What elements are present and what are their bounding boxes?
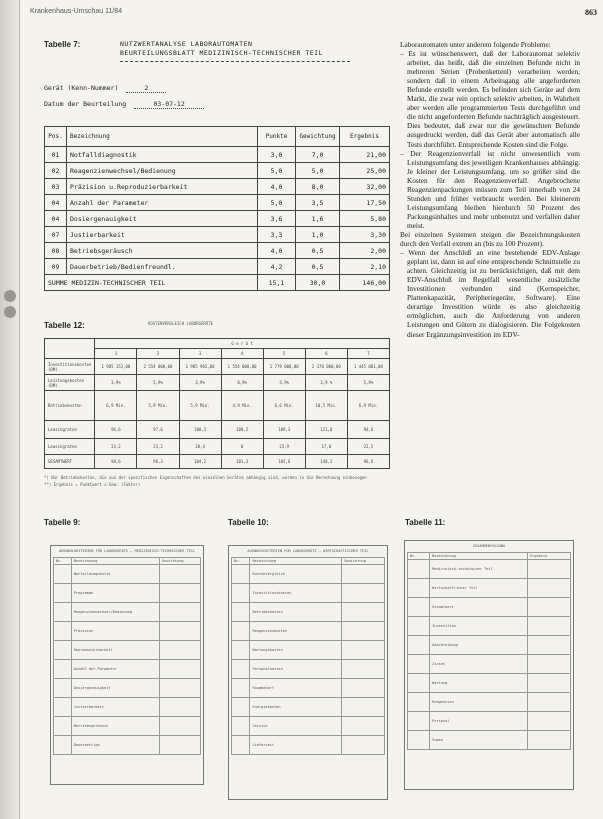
table7-cell-name: Justierbarkeit [67, 227, 258, 243]
table12-note: **) Ergebnis = Punktwert x Gew. (Faktor) [44, 482, 141, 487]
table12-cell: 23,2 [137, 439, 179, 455]
mini-table-row [408, 674, 571, 693]
mini-cell-value [342, 603, 385, 622]
mini-table-row [408, 579, 571, 598]
mini-table-row [54, 717, 201, 736]
mini-cell-nr [408, 731, 430, 750]
table12-cell: 5,9% [137, 375, 179, 391]
mini-cell-nr [408, 560, 430, 579]
table12-cell: 22,5 [347, 439, 389, 455]
mini-cell-nr [54, 736, 72, 755]
mini-cell-value [159, 565, 200, 584]
firma-label: Gerät (Kenn-Nummer) [44, 84, 119, 92]
mini-cell-nr [54, 698, 72, 717]
table7-cell-punkte: 4,2 [258, 259, 296, 275]
mini-col-header: Bezeichnung [250, 557, 342, 565]
mini-cell-nr [54, 565, 72, 584]
mini-cell-nr [232, 584, 250, 603]
row-label: GESAMTWERT [45, 455, 95, 469]
mini-cell-label: Wirtschaftlicher Teil [430, 579, 528, 598]
mini-cell-nr [232, 717, 250, 736]
mini-cell-label: Kostenvergleich [250, 565, 342, 584]
table12-cell: 5,9 Mio. [179, 391, 221, 421]
table7-row [45, 243, 390, 259]
table12-notes [44, 474, 390, 488]
mini-col-header: Gewichtung [342, 557, 385, 565]
mini-table-row [54, 603, 201, 622]
mini-cell-nr [54, 660, 72, 679]
mini-table-row [408, 693, 571, 712]
mini-table-grid [407, 552, 571, 751]
mini-cell-label: Abschreibung [430, 636, 528, 655]
mini-cell-value [342, 698, 385, 717]
mini-cell-nr [232, 641, 250, 660]
table9-label: Tabelle 9: [44, 518, 81, 527]
row-label: Investitionskosten (DM) [45, 359, 95, 375]
mini-cell-nr [54, 603, 72, 622]
mini-cell-label: Justierbarkeit [71, 698, 159, 717]
datum-line [44, 100, 204, 109]
table7-row [45, 163, 390, 179]
mini-cell-label: Betriebskosten [250, 603, 342, 622]
col-header: 4 [221, 349, 263, 359]
mini-col-header: Nr. [408, 552, 430, 560]
mini-table-row [232, 565, 385, 584]
col-header: 5 [263, 349, 305, 359]
table12-cell: 3,9% [95, 375, 137, 391]
mini-cell-nr [54, 584, 72, 603]
table12-cell: 100,2 [221, 421, 263, 439]
table7-cell-erg: 32,00 [340, 179, 390, 195]
mini-cell-nr [408, 636, 430, 655]
table12-cell: 96,3 [137, 455, 179, 469]
mini-cell-label: Präzision [71, 622, 159, 641]
row-label: Leistungskosten (DM) [45, 375, 95, 391]
table7-cell-gew: 7,0 [296, 147, 340, 163]
mini-table-row [408, 712, 571, 731]
table7-cell-erg: 21,00 [340, 147, 390, 163]
mini-cell-label: Reagenzien [430, 693, 528, 712]
table12-cell: 0,9% [221, 375, 263, 391]
page-number: 863 [585, 8, 597, 17]
table12-header-row [45, 349, 390, 359]
mini-table-row [54, 565, 201, 584]
mini-cell-nr [54, 717, 72, 736]
mini-cell-label: Service [250, 717, 342, 736]
mini-table-row [232, 622, 385, 641]
table7-cell-pos: 02 [45, 163, 67, 179]
mini-table-row [408, 655, 571, 674]
body-paragraph: – Der Reagenzienverfall ist nicht unwesentlich vom Leistungsumfang des jeweiligen Krankenhauses abhängig. Je kleiner der Leistungsumfang, um so größer sind die Kosten für den Reagenzienverfall. Angebrochene Reagenzienpackungen müssen zum Teil innerhalb von 24 Stunden und früher verbraucht werden. Bei kleinerem Leistungsumfang bleiben hierdurch 50 Prozent des Packungsinhaltes und mehr unbenutzt und verfallen daher meist. [400, 148, 580, 230]
table7-cell-name: Dosiergenauigkeit [67, 211, 258, 227]
mini-cell-label: Gesamtwert [430, 598, 528, 617]
punch-hole [4, 290, 16, 302]
table12-cell: 3,9 % [305, 375, 347, 391]
col-header: Ergebnis [340, 127, 390, 147]
mini-cell-value [342, 622, 385, 641]
table12-cell: 121,0 [305, 421, 347, 439]
mini-cell-value [159, 584, 200, 603]
table12-cell: 2 554 000,00 [137, 359, 179, 375]
mini-cell-label: Personal [430, 712, 528, 731]
sum-label: SUMME MEDIZIN-TECHNISCHER TEIL [45, 275, 258, 291]
mini-cell-value [527, 560, 570, 579]
table12-cell: 6,6 Mio. [263, 391, 305, 421]
title-rule [120, 61, 350, 62]
row-label: Leasingraten [45, 421, 95, 439]
group-header: G e r ä t [95, 339, 390, 349]
table7-cell-pos: 01 [45, 147, 67, 163]
table7-title [120, 40, 350, 62]
mini-table-row [408, 617, 571, 636]
col-header: Bezeichnung [67, 127, 258, 147]
table7-row [45, 227, 390, 243]
mini-cell-value [159, 622, 200, 641]
col-header [45, 339, 95, 359]
table7-cell-pos: 04 [45, 195, 67, 211]
mini-cell-nr [408, 674, 430, 693]
mini-cell-label: Reagenzienkosten [250, 622, 342, 641]
table7-cell-gew: 1,0 [296, 227, 340, 243]
mini-table-row [232, 717, 385, 736]
mini-cell-nr [408, 617, 430, 636]
mini-table-row [54, 660, 201, 679]
mini-col-header: Nr. [54, 557, 72, 565]
col-header: Gewichtung [296, 127, 340, 147]
col-header: Pos. [45, 127, 67, 147]
mini-table-header [232, 557, 385, 565]
mini-table-row [232, 641, 385, 660]
mini-table-row [232, 603, 385, 622]
table12-cell: 98,6 [95, 455, 137, 469]
table12-group-row [45, 339, 390, 349]
sum-sum_punkte: 15,1 [258, 275, 296, 291]
table12-cell: 104,2 [179, 455, 221, 469]
mini-cell-nr [232, 736, 250, 755]
mini-col-header: Nr. [232, 557, 250, 565]
table12-subtitle: KOSTENVERGLEICH LABORGERÄTE [148, 321, 214, 326]
mini-cell-nr [232, 679, 250, 698]
table7-row [45, 259, 390, 275]
table12-cell: 96,6 [347, 455, 389, 469]
table12-cell: 6,9 Mio. [347, 391, 389, 421]
table12-row [45, 391, 390, 421]
mini-cell-nr [408, 712, 430, 731]
table7-cell-punkte: 3,0 [258, 147, 296, 163]
table12-cell: 1 445 001,00 [347, 359, 389, 375]
table7-cell-gew: 0,5 [296, 243, 340, 259]
mini-cell-nr [54, 641, 72, 660]
sum-sum_erg: 146,00 [340, 275, 390, 291]
mini-cell-nr [232, 565, 250, 584]
table7-cell-name: Anzahl der Parameter [67, 195, 258, 211]
table7-cell-name: Reagenzienwechsel/Bedienung [67, 163, 258, 179]
mini-table-row [54, 736, 201, 755]
table12-grid [44, 338, 390, 469]
table12-row [45, 359, 390, 375]
table7-cell-name: Präzision u.Reproduzierbarkeit [67, 179, 258, 195]
table7-cell-name: Dauerbetrieb/Bedienfreundl. [67, 259, 258, 275]
mini-table-row [408, 636, 571, 655]
table7-sum-row [45, 275, 390, 291]
mini-cell-value [342, 736, 385, 755]
table7-cell-name: Betriebsgeräusch [67, 243, 258, 259]
mini-cell-value [159, 679, 200, 698]
table12-cell: 140,2 [305, 455, 347, 469]
mini-cell-label: Wartung [430, 674, 528, 693]
table7-row [45, 195, 390, 211]
table9 [50, 545, 204, 785]
row-label: Betriebskosten [45, 391, 95, 421]
mini-cell-nr [232, 698, 250, 717]
table12-row [45, 439, 390, 455]
mini-cell-nr [232, 660, 250, 679]
mini-cell-nr [408, 598, 430, 617]
table7-cell-punkte: 3,6 [258, 211, 296, 227]
mini-table-row [232, 698, 385, 717]
sum-sum_gew: 30,0 [296, 275, 340, 291]
mini-cell-value [342, 717, 385, 736]
table7-row [45, 147, 390, 163]
table7-cell-pos: 04 [45, 211, 67, 227]
table7-grid [44, 126, 390, 291]
mini-col-header: Ergebnis [527, 552, 570, 560]
mini-cell-label: Reagenzienwechsel/Bedienung [71, 603, 159, 622]
mini-table-row [408, 560, 571, 579]
mini-cell-value [527, 712, 570, 731]
mini-cell-value [527, 655, 570, 674]
mini-table-header [408, 552, 571, 560]
mini-cell-value [159, 736, 200, 755]
table7-row [45, 211, 390, 227]
table12-cell: 1 554 000,00 [221, 359, 263, 375]
col-header: 1 [95, 349, 137, 359]
mini-cell-value [342, 660, 385, 679]
mini-cell-nr [408, 693, 430, 712]
table7-title-line: BEURTEILUNGSBLATT MEDIZINISCH-TECHNISCHER TEIL [120, 49, 324, 57]
mini-cell-nr [408, 655, 430, 674]
mini-cell-label: Anzahl der Parameter [71, 660, 159, 679]
mini-table-grid [231, 557, 385, 756]
mini-col-header: Gewichtung [159, 557, 200, 565]
mini-cell-value [527, 617, 570, 636]
binding-strip [0, 0, 20, 819]
mini-cell-label: Notfalldiagnostik [71, 565, 159, 584]
table12-cell: 105,0 [263, 455, 305, 469]
table12-cell: 5,9% [347, 375, 389, 391]
mini-cell-value [342, 565, 385, 584]
mini-cell-value [342, 641, 385, 660]
table12-cell: 100,3 [179, 421, 221, 439]
mini-cell-nr [54, 622, 72, 641]
table12-cell: 1 985 152,00 [95, 359, 137, 375]
table12-cell: 5,9 Mio. [137, 391, 179, 421]
mini-table-row [408, 731, 571, 750]
mini-cell-label: Investition [430, 617, 528, 636]
table12-cell: 101,3 [221, 455, 263, 469]
table7-label: Tabelle 7: [44, 40, 81, 49]
table12-cell: 17,0 [305, 439, 347, 455]
table7-cell-gew: 3,5 [296, 195, 340, 211]
mini-cell-value [527, 598, 570, 617]
table12-cell: 20,4 [179, 439, 221, 455]
mini-cell-label: Energiekosten [250, 698, 342, 717]
mini-table-row [54, 641, 201, 660]
table12-cell: 109,3 [263, 421, 305, 439]
mini-cell-label: Wartungskosten [250, 641, 342, 660]
mini-cell-label: Investitionskosten [250, 584, 342, 603]
mini-cell-label: Raumbedarf [250, 679, 342, 698]
table7-cell-erg: 25,00 [340, 163, 390, 179]
datum-label: Datum der Beurteilung [44, 100, 127, 108]
table7-row [45, 179, 390, 195]
mini-cell-value [342, 584, 385, 603]
mini-table-header [54, 557, 201, 565]
table11-label: Tabelle 11: [405, 518, 446, 527]
firma-line [44, 84, 166, 93]
mini-cell-value [342, 679, 385, 698]
table7-cell-erg: 2,00 [340, 243, 390, 259]
table12-cell: 2 370 000,00 [305, 359, 347, 375]
table7-header-row [45, 127, 390, 147]
mini-table-title: AUSWAHLKRITERIEN FÜR LABORGERÄTE – MEDIZINISCH-TECHNISCHER TEIL [58, 549, 196, 553]
mini-table-row [408, 598, 571, 617]
table12-cell: 23,9 [263, 439, 305, 455]
mini-table-row [232, 736, 385, 755]
mini-cell-label: Summe [430, 731, 528, 750]
table12-cell: 6,9 Mio. [95, 391, 137, 421]
mini-cell-value [527, 636, 570, 655]
punch-hole [4, 306, 16, 318]
body-paragraph: Laborautomaten unter anderem folgende Probleme: [400, 40, 551, 49]
table12-cell: 96,6 [95, 421, 137, 439]
col-header: 2 [137, 349, 179, 359]
table12-cell: 10,5 Mio. [305, 391, 347, 421]
mini-cell-label: Dosiergenauigkeit [71, 679, 159, 698]
mini-table-grid [53, 557, 201, 756]
table12-label: Tabelle 12: [44, 321, 85, 330]
table7-cell-pos: 08 [45, 243, 67, 259]
table7-cell-erg: 2,10 [340, 259, 390, 275]
table12-cell: 1 779 000,00 [263, 359, 305, 375]
table7-cell-pos: 09 [45, 259, 67, 275]
col-header: 3 [179, 349, 221, 359]
table12-row [45, 375, 390, 391]
journal-header: Krankenhaus-Umschau 11/84 [30, 8, 123, 15]
table12-row [45, 421, 390, 439]
table7-cell-gew: 0,5 [296, 259, 340, 275]
table7-cell-gew: 1,6 [296, 211, 340, 227]
mini-cell-label: Reproduzierbarkeit [71, 641, 159, 660]
table12-cell: 3,9% [263, 375, 305, 391]
table7-cell-gew: 8,0 [296, 179, 340, 195]
mini-cell-value [527, 731, 570, 750]
mini-cell-nr [54, 679, 72, 698]
mini-table-title: ZUSAMMENFASSUNG [472, 544, 506, 548]
table12-cell: 1 985 965,00 [179, 359, 221, 375]
mini-cell-label: Dauerbetrieb [71, 736, 159, 755]
table12-cell: 97,6 [137, 421, 179, 439]
table7-cell-gew: 5,0 [296, 163, 340, 179]
col-header: Punkte [258, 127, 296, 147]
row-label: Leasingraten [45, 439, 95, 455]
table7-cell-punkte: 4,0 [258, 179, 296, 195]
mini-cell-nr [232, 622, 250, 641]
mini-cell-nr [408, 579, 430, 598]
table10-label: Tabelle 10: [228, 518, 269, 527]
table7-cell-pos: 07 [45, 227, 67, 243]
table12-cell: 4,9 Mio. [221, 391, 263, 421]
mini-cell-label: Betriebsgeräusch [71, 717, 159, 736]
mini-cell-value [159, 717, 200, 736]
mini-table-row [54, 679, 201, 698]
mini-table-row [232, 584, 385, 603]
mini-cell-value [527, 693, 570, 712]
mini-table-row [54, 622, 201, 641]
body-paragraph: Bei einzelnen Systemen steigen die Bezeichnungskosten durch den Verfall extrem an (bis zu 100 Prozent). [400, 229, 580, 249]
table7-cell-pos: 03 [45, 179, 67, 195]
table10 [228, 545, 388, 800]
mini-table-row [54, 584, 201, 603]
col-header: 6 [305, 349, 347, 359]
mini-cell-label: Medizinisch-technischer Teil [430, 560, 528, 579]
col-header: 7 [347, 349, 389, 359]
table7-cell-erg: 5,80 [340, 211, 390, 227]
table11 [404, 540, 574, 790]
mini-cell-value [527, 579, 570, 598]
table12-cell: 3,9% [179, 375, 221, 391]
mini-table-title: AUSWAHLKRITERIEN FÜR LABORGERÄTE – WIRTSCHAFTLICHER TEIL [247, 549, 369, 553]
firma-value: 2 [126, 84, 166, 93]
mini-table-row [232, 679, 385, 698]
mini-cell-value [159, 641, 200, 660]
mini-cell-label: Lieferzeit [250, 736, 342, 755]
table7-title-line: NUTZWERTANALYSE LABORAUTOMATEN [120, 40, 253, 48]
mini-col-header: Bezeichnung [71, 557, 159, 565]
mini-cell-value [159, 660, 200, 679]
table12-cell: 23,2 [95, 439, 137, 455]
mini-cell-label: Programme [71, 584, 159, 603]
datum-value: 03-07-12 [134, 100, 204, 109]
mini-cell-value [159, 603, 200, 622]
table12-note: *) Nur Betriebskosten, die aus der spezifischen Eigenschaften des einzelnen Gerätes abhängig sind, werden in die Berechnung einbezogen [44, 475, 367, 480]
mini-table-row [232, 660, 385, 679]
mini-cell-label: Zinsen [430, 655, 528, 674]
table7-cell-erg: 17,50 [340, 195, 390, 211]
body-text-column [400, 40, 580, 339]
table7-cell-erg: 3,30 [340, 227, 390, 243]
mini-col-header: Bezeichnung [430, 552, 528, 560]
body-paragraph: – Es ist wünschenswert, daß der Laborautomat selektiv arbeitet, das heißt, daß die einzelnen Befunde nicht in mehreren Serien (Probenkettenl) verarbeiten werden, sondern daß in einem Arbeitsgang alle angeforderten Befunde erstellt werden. Es befinden sich Geräte auf dem Markt, die zwar rein optisch selektiv arbeiten, in Wahrheit aber werden alle programmierten Tests durchgeführt und die nicht angeforderten Befunde nachträglich ausgesteuert. Dies bedeutet, daß zwar nur die gewünschten Befunde ausgedruckt werden, daß das Gerät aber automatisch alle Tests durchführt. Entsprechende Kosten sind die Folge. [400, 49, 580, 149]
table7-cell-punkte: 3,3 [258, 227, 296, 243]
mini-cell-label: Personalkosten [250, 660, 342, 679]
mini-table-row [54, 698, 201, 717]
table7-cell-punkte: 5,0 [258, 163, 296, 179]
table7-cell-punkte: 5,0 [258, 195, 296, 211]
table7-cell-punkte: 4,0 [258, 243, 296, 259]
mini-cell-value [527, 674, 570, 693]
table7-cell-name: Notfalldiagnostik [67, 147, 258, 163]
table12-cell: 94,6 [347, 421, 389, 439]
table12-row [45, 455, 390, 469]
table12-cell: 0 [221, 439, 263, 455]
mini-cell-nr [232, 603, 250, 622]
body-paragraph: – Wenn der Anschluß an eine bestehende EDV-Anlage geplant ist, dann ist auf eine entsprechende Schnittstelle zu achten. Gleichzeitig ist zu berücksichtigen, daß mit dem EDV-Anschluß im Regelfall wesentliche zusätzliche Investitionen verbunden sind (Kernspeicher, Plattenkapazität, Peripheriegeräte, Software). Eine derartige Investition würde es also gleichzeitig ermöglichen, auch die Anforderung von anderen Leistungen und Gütern zu dialogisieren. Die Folgekosten dieser Ergänzungsinvestition im EDV- [400, 248, 580, 339]
mini-cell-value [159, 698, 200, 717]
